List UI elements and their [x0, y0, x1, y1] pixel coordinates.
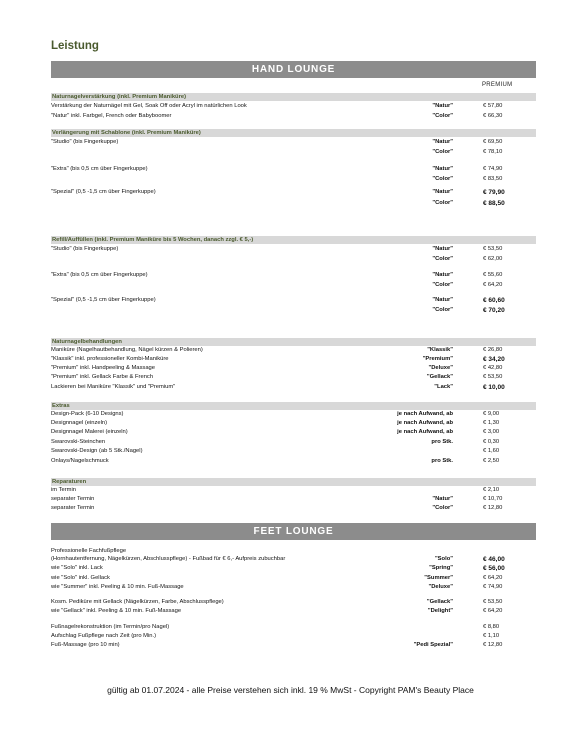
service-label: Professionelle Fachfußpflege	[51, 548, 127, 554]
price-value: € 64,20	[483, 575, 503, 581]
variant-label: "Klassik"	[427, 347, 453, 353]
price-value: € 2,10	[483, 487, 500, 493]
section-heading: Extras	[51, 402, 536, 410]
variant-label: je nach Aufwand, ab	[397, 411, 453, 417]
price-row	[51, 598, 536, 607]
price-value: € 9,00	[483, 411, 500, 417]
variant-label: je nach Aufwand, ab	[397, 420, 453, 426]
price-value: € 74,90	[483, 584, 503, 590]
variant-label: "Natur"	[432, 272, 453, 278]
price-value: € 12,80	[483, 505, 503, 511]
service-label: Onlays/Nagelschmuck	[51, 458, 109, 464]
section-heading: Reparaturen	[51, 478, 536, 486]
price-value: € 64,20	[483, 282, 503, 288]
service-label: "Premium" inkl. Handpeeling & Massage	[51, 365, 155, 371]
price-value: € 12,80	[483, 642, 503, 648]
price-row	[51, 138, 536, 147]
price-row	[51, 255, 536, 264]
price-row	[51, 632, 536, 641]
variant-label: "Natur"	[432, 297, 453, 303]
price-value: € 53,50	[483, 599, 503, 605]
variant-label: "Color"	[432, 256, 453, 262]
price-row	[51, 188, 536, 197]
price-row	[51, 245, 536, 254]
service-label: "Extra" (bis 0,5 cm über Fingerkuppe)	[51, 166, 148, 172]
price-row	[51, 355, 536, 364]
price-row	[51, 607, 536, 616]
price-row	[51, 419, 536, 428]
variant-label: "Color"	[432, 505, 453, 511]
service-label: wie "Summer" inkl. Peeling & 10 min. Fuß-Massage	[51, 584, 184, 590]
service-label: "Extra" (bis 0,5 cm über Fingerkuppe)	[51, 272, 148, 278]
price-row	[51, 102, 536, 111]
variant-label: "Delight"	[427, 608, 453, 614]
price-row	[51, 486, 536, 495]
price-row	[51, 281, 536, 290]
service-label: Aufschlag Fußpflege nach Zeit (pro Min.)	[51, 633, 157, 639]
price-row	[51, 306, 536, 315]
price-value: € 1,30	[483, 420, 500, 426]
service-label: Fußnagelrekonstruktion (im Termin/pro Nagel)	[51, 624, 170, 630]
variant-label: "Summer"	[424, 575, 453, 581]
price-row	[51, 564, 536, 573]
price-value: € 53,50	[483, 246, 503, 252]
price-value: € 60,60	[483, 297, 505, 304]
price-row	[51, 373, 536, 382]
service-label: Maniküre (Nagelhautbehandlung, Nägel kürzen & Polieren)	[51, 347, 203, 353]
service-label: "Natur" inkl. Farbgel, French oder Babyboomer	[51, 113, 172, 119]
price-value: € 0,30	[483, 439, 500, 445]
price-value: € 56,00	[483, 565, 505, 572]
price-value: € 64,20	[483, 608, 503, 614]
service-label: im Termin	[51, 487, 77, 493]
price-value: € 79,90	[483, 189, 505, 196]
variant-label: pro Stk.	[431, 439, 453, 445]
price-value: € 26,80	[483, 347, 503, 353]
variant-label: "Color"	[432, 149, 453, 155]
service-label: "Premium" inkl. Gellack Farbe & French	[51, 374, 154, 380]
price-row	[51, 574, 536, 583]
price-row	[51, 364, 536, 373]
service-label: "Spezial" (0,5 -1,5 cm über Fingerkuppe)	[51, 297, 156, 303]
variant-label: "Gellack"	[426, 599, 453, 605]
price-value: € 70,20	[483, 307, 505, 314]
price-row	[51, 583, 536, 592]
price-row	[51, 641, 536, 650]
price-row	[51, 410, 536, 419]
variant-label: "Natur"	[432, 139, 453, 145]
variant-label: "Deluxe"	[428, 365, 453, 371]
section-heading: Refill/Auffüllen (inkl. Premium Maniküre bis 5 Wochen, danach zzgl. € 5,-)	[51, 236, 536, 244]
section-heading: Naturnagelverstärkung (inkl. Premium Maniküre)	[51, 93, 536, 101]
price-value: € 57,80	[483, 103, 503, 109]
price-value: € 62,00	[483, 256, 503, 262]
service-label: Swarovski-Design (ab 5 Stk./Nagel)	[51, 448, 143, 454]
section-heading: Naturnagelbehandlungen	[51, 338, 536, 346]
price-row	[51, 346, 536, 355]
service-label: "Studio" (bis Fingerkuppe)	[51, 139, 119, 145]
price-row	[51, 428, 536, 437]
price-row	[51, 199, 536, 208]
price-value: € 46,00	[483, 556, 505, 563]
service-label: Swarovski-Steinchen	[51, 439, 106, 445]
price-value: € 66,30	[483, 113, 503, 119]
price-value: € 10,00	[483, 384, 505, 391]
price-row	[51, 438, 536, 447]
variant-label: "Pedi Spezial"	[413, 642, 453, 648]
price-value: € 53,50	[483, 374, 503, 380]
variant-label: "Spring"	[429, 565, 453, 571]
service-label: Verstärkung der Naturnägel mit Gel, Soak Off oder Acryl im natürlichen Look	[51, 103, 247, 109]
feet-lounge-banner: FEET LOUNGE	[51, 523, 536, 540]
section-heading: Verlängerung mit Schablone (inkl. Premium Maniküre)	[51, 129, 536, 137]
variant-label: "Color"	[432, 176, 453, 182]
price-value: € 1,10	[483, 633, 500, 639]
price-value: € 88,50	[483, 200, 505, 207]
price-row	[51, 555, 536, 564]
price-row	[51, 148, 536, 157]
price-value: € 10,70	[483, 496, 503, 502]
price-row	[51, 165, 536, 174]
price-row	[51, 112, 536, 121]
variant-label: "Natur"	[432, 166, 453, 172]
variant-label: "Natur"	[432, 103, 453, 109]
price-value: € 69,50	[483, 139, 503, 145]
service-label: wie "Gellack" inkl. Peeling & 10 min. Fuß-Massage	[51, 608, 182, 614]
variant-label: "Color"	[432, 113, 453, 119]
price-row	[51, 457, 536, 466]
variant-label: je nach Aufwand, ab	[397, 429, 453, 435]
price-row	[51, 447, 536, 456]
service-label: Designnagel (einzeln)	[51, 420, 108, 426]
variant-label: "Natur"	[432, 246, 453, 252]
price-value: € 42,80	[483, 365, 503, 371]
service-label: Kosm. Pediküre mit Gellack (Nägelkürzen, Farbe, Abschlusspflege)	[51, 599, 224, 605]
service-label: wie "Solo" inkl. Lack	[51, 565, 103, 571]
variant-label: "Lack"	[434, 384, 453, 390]
price-value: € 55,60	[483, 272, 503, 278]
premium-column-header: PREMIUM	[482, 82, 513, 88]
footer-text: gültig ab 01.07.2024 - alle Preise verstehen sich inkl. 19 % MwSt - Copyright PAM's Beauty Place	[107, 685, 474, 695]
price-row	[51, 495, 536, 504]
variant-label: "Color"	[432, 282, 453, 288]
service-label: separater Termin	[51, 505, 95, 511]
price-row	[51, 296, 536, 305]
variant-label: "Natur"	[432, 189, 453, 195]
service-label: "Spezial" (0,5 -1,5 cm über Fingerkuppe)	[51, 189, 156, 195]
service-label: "Studio" (bis Fingerkuppe)	[51, 246, 119, 252]
variant-label: "Deluxe"	[428, 584, 453, 590]
price-value: € 3,00	[483, 429, 500, 435]
variant-label: "Premium"	[422, 356, 453, 362]
service-label: wie "Solo" inkl. Gellack	[51, 575, 110, 581]
price-row	[51, 504, 536, 513]
variant-label: "Solo"	[434, 556, 453, 562]
price-value: € 34,20	[483, 356, 505, 363]
variant-label: pro Stk.	[431, 458, 453, 464]
price-row	[51, 623, 536, 632]
page-title: Leistung	[51, 40, 99, 52]
price-row	[51, 175, 536, 184]
variant-label: "Natur"	[432, 496, 453, 502]
price-value: € 83,50	[483, 176, 503, 182]
service-label: Design-Pack (6-10 Designs)	[51, 411, 124, 417]
price-value: € 78,10	[483, 149, 503, 155]
variant-label: "Color"	[432, 307, 453, 313]
price-value: € 74,90	[483, 166, 503, 172]
price-value: € 1,60	[483, 448, 500, 454]
hand-lounge-banner: HAND LOUNGE	[51, 61, 536, 78]
variant-label: "Color"	[432, 200, 453, 206]
price-value: € 8,80	[483, 624, 500, 630]
service-label: Designnagel Malerei (einzeln)	[51, 429, 128, 435]
service-label: Lackieren bei Maniküre "Klassik" und "Premium"	[51, 384, 176, 390]
variant-label: "Gellack"	[426, 374, 453, 380]
service-label: separater Termin	[51, 496, 95, 502]
service-label: "Klassik" inkl. professioneller Kombi-Maniküre	[51, 356, 169, 362]
price-row	[51, 383, 536, 392]
price-row	[51, 271, 536, 280]
service-label: Fuß-Massage (pro 10 min)	[51, 642, 120, 648]
service-label: (Hornhautentfernung, Nägelkürzen, Abschlusspflege) - Fußbad für € 6,- Aufpreis zubuchbar	[51, 556, 286, 562]
price-value: € 2,50	[483, 458, 500, 464]
